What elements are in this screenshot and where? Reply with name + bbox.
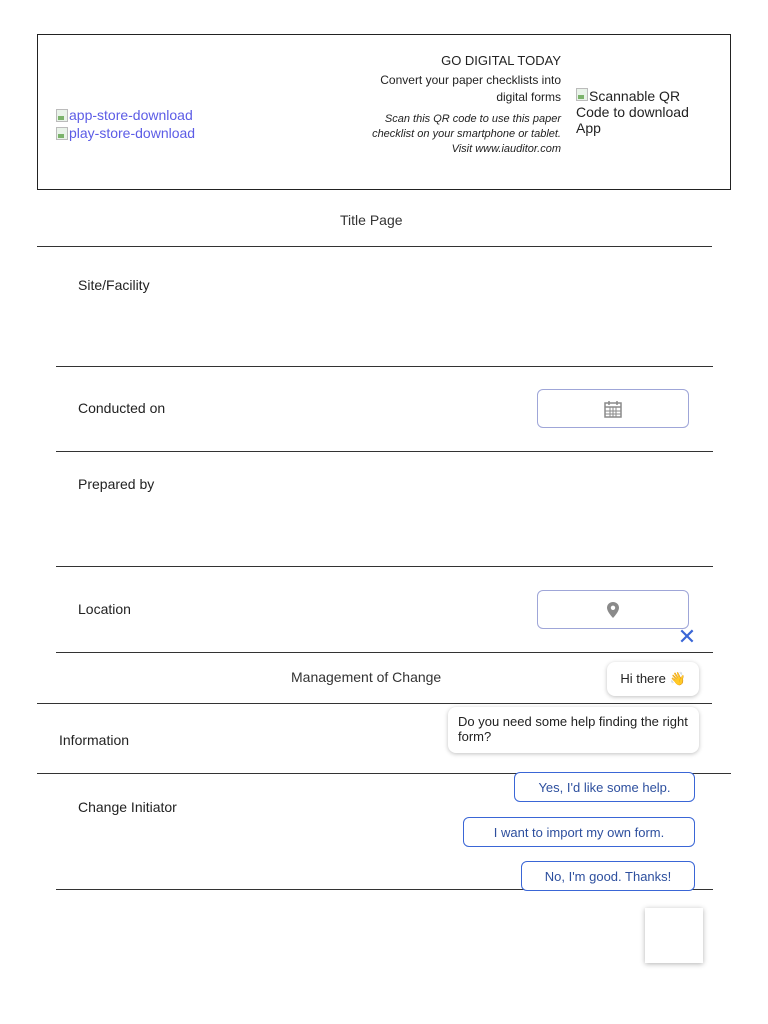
play-store-alt-text: play-store-download bbox=[69, 125, 196, 141]
divider bbox=[56, 366, 713, 367]
site-facility-label: Site/Facility bbox=[78, 277, 150, 293]
change-initiator-label: Change Initiator bbox=[78, 799, 177, 815]
chat-question-bubble bbox=[448, 707, 699, 753]
broken-image-icon bbox=[56, 127, 68, 140]
chat-option-no-thanks[interactable]: No, I'm good. Thanks! bbox=[521, 861, 695, 891]
location-picker-button[interactable] bbox=[537, 590, 689, 629]
qr-alt-text: Scannable QR Code to download App bbox=[576, 88, 689, 136]
divider bbox=[56, 652, 713, 653]
prepared-by-label: Prepared by bbox=[78, 476, 155, 492]
date-picker-button[interactable] bbox=[537, 389, 689, 428]
promo-subline: Convert your paper checklists into digital forms bbox=[380, 73, 561, 104]
play-store-link[interactable] bbox=[56, 125, 195, 141]
promo-text bbox=[361, 53, 561, 157]
chat-option-import-form[interactable]: I want to import my own form. bbox=[463, 817, 695, 847]
promo-headline: GO DIGITAL TODAY bbox=[441, 53, 561, 68]
chat-greeting-bubble bbox=[607, 662, 699, 696]
close-icon[interactable]: ✕ bbox=[677, 624, 697, 649]
chat-launcher-button[interactable] bbox=[645, 908, 703, 963]
broken-image-icon bbox=[56, 109, 68, 122]
app-store-alt-text: app-store-download bbox=[69, 107, 193, 123]
divider bbox=[37, 703, 712, 704]
broken-image-icon bbox=[576, 88, 588, 101]
section-title-page: Title Page bbox=[340, 212, 403, 228]
divider bbox=[37, 246, 712, 247]
chat-greeting-text: Hi there 👋 bbox=[620, 671, 686, 686]
divider bbox=[56, 451, 713, 452]
app-store-link[interactable] bbox=[56, 107, 193, 123]
promo-instructions: Scan this QR code to use this paper checklist on your smartphone or tablet. Visit www.iauditor.com bbox=[372, 113, 561, 155]
conducted-on-label: Conducted on bbox=[78, 400, 166, 416]
chat-option-yes-help[interactable]: Yes, I'd like some help. bbox=[514, 772, 695, 802]
chat-question-text: Do you need some help finding the right form? bbox=[458, 714, 688, 744]
section-management-of-change: Management of Change bbox=[291, 669, 442, 685]
location-label: Location bbox=[78, 601, 131, 617]
calendar-icon bbox=[603, 399, 623, 419]
promo-banner bbox=[37, 34, 731, 190]
qr-code-image bbox=[576, 88, 716, 136]
divider bbox=[56, 566, 713, 567]
information-heading: Information bbox=[59, 732, 130, 748]
map-pin-icon bbox=[606, 601, 620, 619]
